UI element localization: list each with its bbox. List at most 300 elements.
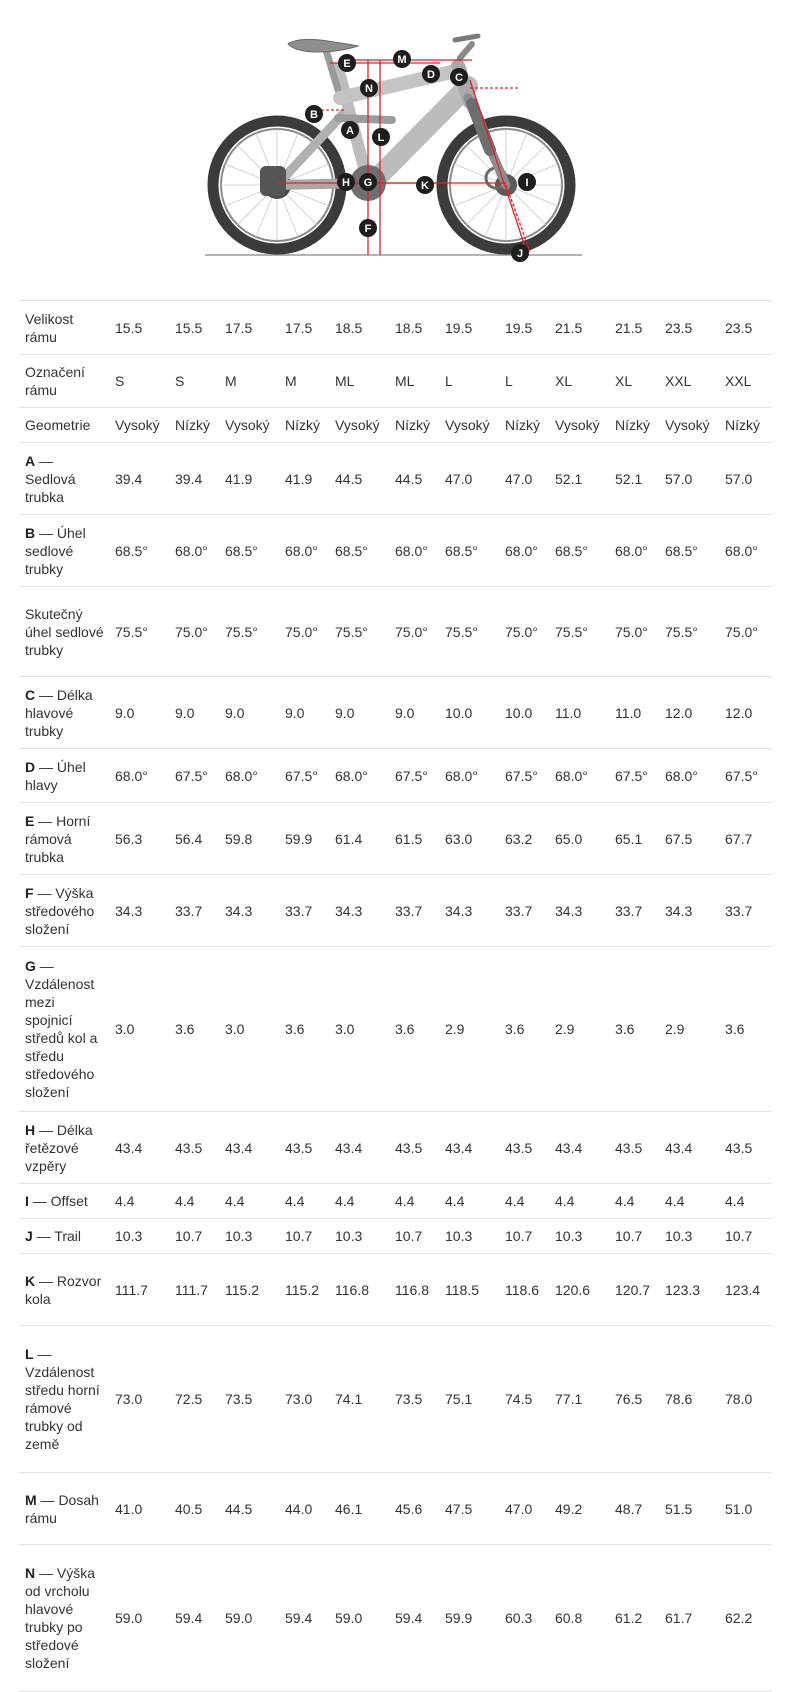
table-cell: 47.5 <box>440 1473 500 1545</box>
row-label <box>19 1254 110 1326</box>
marker-a-icon <box>341 121 359 139</box>
table-cell: 33.7 <box>720 875 772 947</box>
table-cell: Vysoký <box>660 408 720 443</box>
row-letter: E <box>25 812 35 829</box>
row-label <box>19 875 110 947</box>
table-cell: Vysoký <box>550 408 610 443</box>
table-cell: 75.1 <box>440 1326 500 1473</box>
table-cell: Vysoký <box>110 408 170 443</box>
table-cell: 10.7 <box>720 1219 772 1254</box>
table-cell: 4.4 <box>330 1184 390 1219</box>
row-label-text: Označení rámu <box>25 364 85 398</box>
table-cell: 67.5° <box>170 749 220 803</box>
table-cell: 11.0 <box>550 677 610 749</box>
row-label <box>19 1545 110 1692</box>
table-cell: L <box>500 355 550 408</box>
table-cell: Nízký <box>500 408 550 443</box>
table-cell: 67.5° <box>500 749 550 803</box>
row-label <box>19 803 110 875</box>
table-cell: 3.0 <box>220 947 280 1112</box>
row-letter: H <box>25 1121 36 1138</box>
table-cell: 19.5 <box>500 301 550 355</box>
geometry-table <box>19 300 772 1692</box>
table-cell: 19.5 <box>440 301 500 355</box>
table-cell: 10.7 <box>500 1219 550 1254</box>
table-cell: 59.4 <box>390 1545 440 1692</box>
svg-text:N: N <box>365 83 373 95</box>
table-cell: 51.0 <box>720 1473 772 1545</box>
row-letter: G <box>25 958 36 974</box>
table-cell: 33.7 <box>280 875 330 947</box>
table-cell: 73.5 <box>220 1326 280 1473</box>
row-label-text: — Trail <box>32 1228 82 1244</box>
table-cell: 78.6 <box>660 1326 720 1473</box>
table-cell: 10.7 <box>610 1219 660 1254</box>
table-cell: 59.0 <box>220 1545 280 1692</box>
table-cell: 43.5 <box>720 1112 772 1184</box>
table-cell: 9.0 <box>280 677 330 749</box>
table-row <box>19 677 772 749</box>
table-cell: 73.5 <box>390 1326 440 1473</box>
table-cell: 67.5° <box>390 749 440 803</box>
table-cell: 65.1 <box>610 803 660 875</box>
table-cell: 10.0 <box>500 677 550 749</box>
table-cell: 3.0 <box>110 947 170 1112</box>
row-letter: B <box>25 524 36 541</box>
row-label <box>19 947 110 1112</box>
table-cell: 49.2 <box>550 1473 610 1545</box>
row-label-text: — Délka hlavové trubky <box>25 686 93 739</box>
table-row <box>19 355 772 408</box>
row-letter: C <box>25 686 36 703</box>
table-cell: 75.5° <box>550 587 610 677</box>
table-cell: 34.3 <box>550 875 610 947</box>
table-cell: 33.7 <box>170 875 220 947</box>
table-cell: 23.5 <box>720 301 772 355</box>
table-cell: XL <box>550 355 610 408</box>
svg-text:G: G <box>363 177 373 189</box>
table-row <box>19 1326 772 1473</box>
table-cell: Nízký <box>610 408 660 443</box>
bike-geometry-diagram <box>0 0 800 280</box>
table-cell: 68.0° <box>110 749 170 803</box>
table-cell: 118.6 <box>500 1254 550 1326</box>
row-label <box>19 1326 110 1473</box>
marker-g-icon <box>359 173 377 191</box>
table-cell: 33.7 <box>500 875 550 947</box>
row-label <box>19 355 110 408</box>
table-cell: XXL <box>660 355 720 408</box>
table-cell: 68.0° <box>660 749 720 803</box>
table-cell: 68.5° <box>330 515 390 587</box>
svg-text:E: E <box>343 58 351 70</box>
table-cell: 40.5 <box>170 1473 220 1545</box>
table-cell: Nízký <box>390 408 440 443</box>
table-row <box>19 1219 772 1254</box>
table-cell: 2.9 <box>550 947 610 1112</box>
table-cell: 9.0 <box>170 677 220 749</box>
rear-derailleur <box>260 166 286 196</box>
table-cell: 67.5° <box>720 749 772 803</box>
row-label-text: Velikost rámu <box>25 310 74 345</box>
row-label <box>19 1219 110 1254</box>
table-cell: 67.5° <box>280 749 330 803</box>
row-letter: M <box>25 1491 37 1508</box>
table-cell: 57.0 <box>720 443 772 515</box>
table-cell: 75.5° <box>440 587 500 677</box>
table-cell: 63.2 <box>500 803 550 875</box>
table-cell: 4.4 <box>280 1184 330 1219</box>
table-cell: 21.5 <box>550 301 610 355</box>
table-cell: 10.3 <box>660 1219 720 1254</box>
table-cell: 57.0 <box>660 443 720 515</box>
table-cell: 61.4 <box>330 803 390 875</box>
table-cell: 10.0 <box>440 677 500 749</box>
table-cell: 75.5° <box>660 587 720 677</box>
table-cell: 111.7 <box>110 1254 170 1326</box>
table-cell: 3.6 <box>390 947 440 1112</box>
row-label-text: — Rozvor kola <box>25 1272 102 1307</box>
row-label-text: — Vzdálenost mezi spojnicí středů kol a středu středového složení <box>25 958 98 1100</box>
svg-text:C: C <box>455 72 463 84</box>
table-cell: 115.2 <box>280 1254 330 1326</box>
table-cell: 116.8 <box>390 1254 440 1326</box>
table-cell: 74.5 <box>500 1326 550 1473</box>
row-label-text: — Offset <box>28 1193 88 1209</box>
svg-text:A: A <box>346 125 354 137</box>
table-cell: 68.5° <box>550 515 610 587</box>
table-cell: 9.0 <box>330 677 390 749</box>
table-cell: 34.3 <box>330 875 390 947</box>
table-cell: 60.3 <box>500 1545 550 1692</box>
table-cell: 48.7 <box>610 1473 660 1545</box>
table-cell: 39.4 <box>110 443 170 515</box>
table-cell: 68.5° <box>110 515 170 587</box>
table-cell: 59.0 <box>330 1545 390 1692</box>
table-row <box>19 408 772 443</box>
table-cell: 68.0° <box>720 515 772 587</box>
table-cell: 43.4 <box>330 1112 390 1184</box>
marker-m-icon <box>393 50 411 68</box>
table-cell: 34.3 <box>220 875 280 947</box>
table-cell: Nízký <box>280 408 330 443</box>
table-cell: 41.0 <box>110 1473 170 1545</box>
table-cell: 3.6 <box>610 947 660 1112</box>
table-cell: 10.7 <box>280 1219 330 1254</box>
table-cell: 74.1 <box>330 1326 390 1473</box>
table-cell: 18.5 <box>330 301 390 355</box>
table-cell: 15.5 <box>110 301 170 355</box>
table-cell: 43.5 <box>170 1112 220 1184</box>
row-letter: N <box>25 1565 36 1581</box>
table-cell: 75.5° <box>110 587 170 677</box>
table-cell: 68.5° <box>660 515 720 587</box>
table-cell: 4.4 <box>610 1184 660 1219</box>
table-cell: 47.0 <box>440 443 500 515</box>
table-cell: 123.3 <box>660 1254 720 1326</box>
row-letter: L <box>25 1346 34 1362</box>
table-cell: 41.9 <box>220 443 280 515</box>
table-cell: 11.0 <box>610 677 660 749</box>
table-cell: 2.9 <box>660 947 720 1112</box>
marker-l-icon <box>372 128 390 146</box>
table-cell: 18.5 <box>390 301 440 355</box>
marker-b-icon <box>305 105 323 123</box>
table-cell: 43.5 <box>610 1112 660 1184</box>
table-cell: 43.4 <box>220 1112 280 1184</box>
table-cell: ML <box>330 355 390 408</box>
row-letter: J <box>25 1228 33 1244</box>
table-cell: 46.1 <box>330 1473 390 1545</box>
table-cell: 51.5 <box>660 1473 720 1545</box>
marker-c-icon <box>450 68 468 86</box>
row-label <box>19 587 110 677</box>
table-cell: 75.0° <box>280 587 330 677</box>
table-cell: 17.5 <box>280 301 330 355</box>
table-cell: 3.6 <box>500 947 550 1112</box>
table-cell: 4.4 <box>720 1184 772 1219</box>
table-cell: 59.8 <box>220 803 280 875</box>
svg-text:J: J <box>516 248 524 260</box>
row-label-text: — Vzdálenost středu horní rámové trubky od země <box>25 1346 100 1452</box>
table-cell: 47.0 <box>500 1473 550 1545</box>
table-row <box>19 1112 772 1184</box>
table-row <box>19 587 772 677</box>
table-cell: 4.4 <box>110 1184 170 1219</box>
table-cell: 43.4 <box>110 1112 170 1184</box>
table-row <box>19 803 772 875</box>
table-cell: 120.7 <box>610 1254 660 1326</box>
table-cell: 118.5 <box>440 1254 500 1326</box>
table-row <box>19 301 772 355</box>
table-cell: 34.3 <box>110 875 170 947</box>
table-cell: 72.5 <box>170 1326 220 1473</box>
table-cell: 9.0 <box>220 677 280 749</box>
table-cell: 43.5 <box>390 1112 440 1184</box>
table-cell: 68.0° <box>440 749 500 803</box>
row-letter: A <box>25 452 36 469</box>
table-cell: 3.0 <box>330 947 390 1112</box>
table-cell: XXL <box>720 355 772 408</box>
svg-text:K: K <box>421 180 429 192</box>
table-cell: 78.0 <box>720 1326 772 1473</box>
table-cell: 63.0 <box>440 803 500 875</box>
table-cell: 68.0° <box>550 749 610 803</box>
row-label-text: — Dosah rámu <box>25 1491 99 1526</box>
table-cell: Nízký <box>170 408 220 443</box>
table-cell: 4.4 <box>550 1184 610 1219</box>
table-cell: 23.5 <box>660 301 720 355</box>
row-label <box>19 677 110 749</box>
row-label-text: Skutečný úhel sedlové trubky <box>25 605 104 658</box>
table-cell: 65.0 <box>550 803 610 875</box>
row-label-text: — Výška středového složení <box>25 884 95 937</box>
table-cell: 43.4 <box>550 1112 610 1184</box>
row-letter: D <box>25 758 36 775</box>
table-cell: 3.6 <box>280 947 330 1112</box>
table-cell: 3.6 <box>720 947 772 1112</box>
row-letter: K <box>25 1272 36 1289</box>
table-cell: 120.6 <box>550 1254 610 1326</box>
marker-h-icon <box>337 173 355 191</box>
table-cell: 56.4 <box>170 803 220 875</box>
table-cell: 75.0° <box>170 587 220 677</box>
table-cell: L <box>440 355 500 408</box>
table-cell: 34.3 <box>660 875 720 947</box>
table-cell: 4.4 <box>390 1184 440 1219</box>
table-cell: 61.2 <box>610 1545 660 1692</box>
row-label <box>19 301 110 355</box>
table-cell: 62.2 <box>720 1545 772 1692</box>
row-label-text: Geometrie <box>25 417 91 433</box>
table-cell: 75.0° <box>500 587 550 677</box>
svg-text:F: F <box>364 223 372 235</box>
row-label-text: — Horní rámová trubka <box>25 812 91 865</box>
table-cell: 4.4 <box>500 1184 550 1219</box>
geometry-table-body <box>19 301 772 1692</box>
table-cell: 59.0 <box>110 1545 170 1692</box>
table-cell: 12.0 <box>660 677 720 749</box>
table-cell: 75.5° <box>330 587 390 677</box>
table-cell: Vysoký <box>440 408 500 443</box>
table-cell: 10.3 <box>550 1219 610 1254</box>
table-cell: 60.8 <box>550 1545 610 1692</box>
table-row <box>19 515 772 587</box>
table-cell: 111.7 <box>170 1254 220 1326</box>
table-cell: ML <box>390 355 440 408</box>
table-cell: 10.3 <box>220 1219 280 1254</box>
marker-k-icon <box>416 176 434 194</box>
table-cell: 44.0 <box>280 1473 330 1545</box>
marker-f-icon <box>359 219 377 237</box>
table-cell: 2.9 <box>440 947 500 1112</box>
row-label <box>19 749 110 803</box>
table-cell: 47.0 <box>500 443 550 515</box>
svg-text:M: M <box>397 54 407 66</box>
table-cell: 33.7 <box>390 875 440 947</box>
table-cell: 17.5 <box>220 301 280 355</box>
table-cell: 4.4 <box>170 1184 220 1219</box>
table-cell: 12.0 <box>720 677 772 749</box>
table-cell: 43.4 <box>660 1112 720 1184</box>
svg-text:H: H <box>342 177 350 189</box>
table-cell: 10.3 <box>110 1219 170 1254</box>
table-cell: 9.0 <box>390 677 440 749</box>
table-row <box>19 1254 772 1326</box>
svg-text:B: B <box>310 109 318 121</box>
svg-text:I: I <box>525 177 529 189</box>
table-cell: 75.0° <box>610 587 660 677</box>
table-row <box>19 1473 772 1545</box>
table-cell: 77.1 <box>550 1326 610 1473</box>
table-cell: XL <box>610 355 660 408</box>
table-cell: Vysoký <box>330 408 390 443</box>
table-cell: 68.0° <box>330 749 390 803</box>
table-cell: 75.0° <box>720 587 772 677</box>
table-cell: 3.6 <box>170 947 220 1112</box>
marker-n-icon <box>360 79 378 97</box>
table-cell: 68.0° <box>280 515 330 587</box>
table-cell: 10.3 <box>330 1219 390 1254</box>
row-label <box>19 1473 110 1545</box>
table-cell: 15.5 <box>170 301 220 355</box>
table-cell: 67.5° <box>610 749 660 803</box>
table-cell: 44.5 <box>330 443 390 515</box>
row-letter: F <box>25 884 34 901</box>
table-cell: 61.5 <box>390 803 440 875</box>
row-label-text: — Sedlová trubka <box>25 452 76 505</box>
table-cell: 41.9 <box>280 443 330 515</box>
table-row <box>19 875 772 947</box>
row-label-text: — Úhel hlavy <box>25 758 86 793</box>
row-label <box>19 1184 110 1219</box>
svg-text:L: L <box>377 132 385 144</box>
table-cell: 4.4 <box>220 1184 280 1219</box>
table-cell: 39.4 <box>170 443 220 515</box>
table-cell: 75.5° <box>220 587 280 677</box>
row-label <box>19 1112 110 1184</box>
table-row <box>19 749 772 803</box>
table-cell: 76.5 <box>610 1326 660 1473</box>
table-cell: 75.0° <box>390 587 440 677</box>
table-row <box>19 443 772 515</box>
table-row <box>19 1184 772 1219</box>
table-cell: 56.3 <box>110 803 170 875</box>
table-cell: 9.0 <box>110 677 170 749</box>
table-cell: S <box>170 355 220 408</box>
table-cell: M <box>220 355 280 408</box>
table-cell: 44.5 <box>220 1473 280 1545</box>
table-cell: 4.4 <box>660 1184 720 1219</box>
table-row <box>19 1545 772 1692</box>
table-cell: 67.5 <box>660 803 720 875</box>
table-cell: 43.5 <box>500 1112 550 1184</box>
table-cell: 52.1 <box>550 443 610 515</box>
table-cell: 115.2 <box>220 1254 280 1326</box>
table-cell: 116.8 <box>330 1254 390 1326</box>
table-cell: 10.3 <box>440 1219 500 1254</box>
row-label-text: — Úhel sedlové trubky <box>25 524 86 577</box>
table-cell: 68.0° <box>610 515 660 587</box>
row-label <box>19 515 110 587</box>
table-cell: 68.0° <box>500 515 550 587</box>
table-cell: 68.5° <box>220 515 280 587</box>
table-cell: 34.3 <box>440 875 500 947</box>
table-cell: Vysoký <box>220 408 280 443</box>
table-cell: 73.0 <box>280 1326 330 1473</box>
row-label <box>19 443 110 515</box>
marker-j-icon <box>511 244 529 262</box>
table-cell: 43.4 <box>440 1112 500 1184</box>
table-cell: M <box>280 355 330 408</box>
marker-e-icon <box>338 54 356 72</box>
table-row <box>19 947 772 1112</box>
table-cell: Nízký <box>720 408 772 443</box>
table-cell: 68.0° <box>220 749 280 803</box>
table-cell: 4.4 <box>440 1184 500 1219</box>
table-cell: 43.5 <box>280 1112 330 1184</box>
table-cell: 59.9 <box>440 1545 500 1692</box>
table-cell: 68.0° <box>170 515 220 587</box>
row-label-text: — Výška od vrcholu hlavové trubky po středové složení <box>25 1565 96 1671</box>
table-cell: 33.7 <box>610 875 660 947</box>
table-cell: 73.0 <box>110 1326 170 1473</box>
row-label-text: — Délka řetězové vzpěry <box>25 1121 93 1174</box>
table-cell: 61.7 <box>660 1545 720 1692</box>
table-cell: 59.4 <box>280 1545 330 1692</box>
row-letter: I <box>25 1193 29 1209</box>
table-cell: 10.7 <box>390 1219 440 1254</box>
